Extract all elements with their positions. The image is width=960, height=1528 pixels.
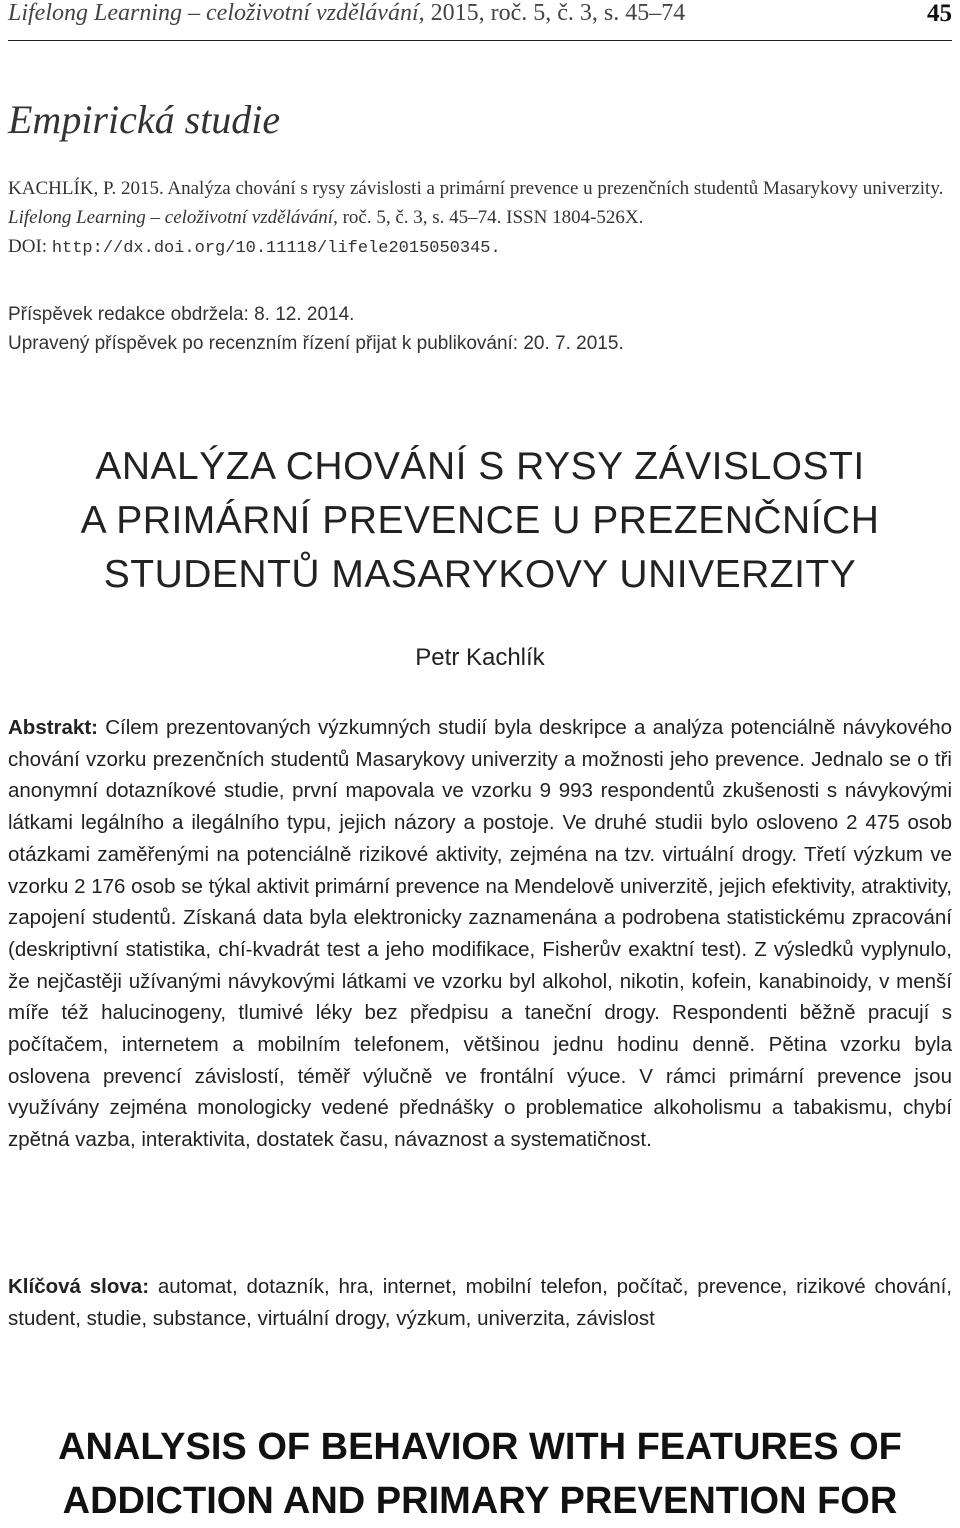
citation-journal: Lifelong Learning – celoživotní vzdělávání: [8, 207, 334, 228]
english-title: [8, 1420, 952, 1528]
keywords-label: Klíčová slova:: [8, 1275, 150, 1298]
abstract-text: Cílem prezentovaných výzkumných studií byla deskripce a analýza potenciálně návykového chování vzorku prezenčních studentů Masarykovy univerzity a možnosti jeho prevence. Jednalo se o tři anonymní dotazníkové studie, první mapovala ve vzorku 9 993 respondentů zkušenosti s návykovými látkami legálního a ilegálního typu, jejich názory a postoje. Ve druhé studii bylo osloveno 2 475 osob otázkami zaměřenými na potenciálně rizikové aktivity, zejména na tzv. virtuální drogy. Třetí výzkum ve vzorku 2 176 osob se týkal aktivit primární prevence na Mendelově univerzitě, jejich efektivity, atraktivity, zapojení studentů. Získaná data byla elektronicky zaznamenána a podrobena statistickému zpracování (deskriptivní statistika, chí-kvadrát test a jeho modifikace, Fisherův exaktní test). Z výsledků vyplynulo, že nejčastěji užívanými návykovými látkami ve vzorku byl alkohol, nikotin, kofein, kanabinoidy, v menší míře též halucinogeny, tlumivé léky bez předpisu a taneční drogy. Respondenti běžně pracují s počítačem, internetem a mobilním telefonem, většinou jednu hodinu denně. Pětina vzorku byla oslovena prevencí závislostí, téměř výlučně ve frontální výuce. V rámci primární prevence jsou využívány zejména monologicky vedené přednášky o problematice alkoholismu a tabakismu, chybí zpětná vazba, interaktivita, dostatek času, návaznost a systematičnost.: [8, 716, 952, 1152]
running-head-journal: Lifelong Learning – celoživotní vzdělávání,: [8, 0, 425, 26]
received-date: Příspěvek redakce obdržela: 8. 12. 2014.: [8, 304, 355, 325]
citation-authors-title: KACHLÍK, P. 2015. Analýza chování s rysy závislosti a primární prevence u prezenčních studentů Masarykovy univerzity.: [8, 178, 944, 199]
keywords: [8, 1271, 952, 1334]
doi-link[interactable]: http://dx.doi.org/10.11118/lifele2015050345.: [51, 239, 501, 258]
title-line: ANALÝZA CHOVÁNÍ S RYSY ZÁVISLOSTI: [95, 445, 865, 488]
running-head: [8, 0, 952, 41]
abstract: [8, 712, 952, 1156]
title-line: A PRIMÁRNÍ PREVENCE U PREZENČNÍCH: [80, 499, 880, 542]
title-line: STUDENTŮ MASARYKOVY UNIVERZITY: [103, 553, 857, 596]
author-name: Petr Kachlík: [415, 644, 545, 671]
accepted-date: Upravený příspěvek po recenzním řízení přijat k publikování: 20. 7. 2015.: [8, 333, 624, 354]
section-label: Empirická studie: [8, 97, 281, 142]
dates-block: [8, 300, 952, 358]
abstract-label: Abstrakt:: [8, 716, 98, 739]
page-number: 45: [927, 0, 952, 27]
article-title: [8, 440, 952, 602]
english-title-line: ADDICTION AND PRIMARY PREVENTION FOR: [62, 1480, 898, 1522]
doi-label: DOI:: [8, 236, 52, 257]
citation-block: [8, 174, 952, 263]
citation-volume: , roč. 5, č. 3, s. 45–74. ISSN 1804-526X.: [333, 207, 644, 228]
keywords-text: automat, dotazník, hra, internet, mobilní telefon, počítač, prevence, rizikové chování, student, studie, substance, virtuální drogy, výzkum, univerzita, závislost: [8, 1275, 952, 1330]
english-title-line: ANALYSIS OF BEHAVIOR WITH FEATURES OF: [58, 1426, 902, 1468]
running-head-issue: 2015, roč. 5, č. 3, s. 45–74: [430, 0, 686, 26]
